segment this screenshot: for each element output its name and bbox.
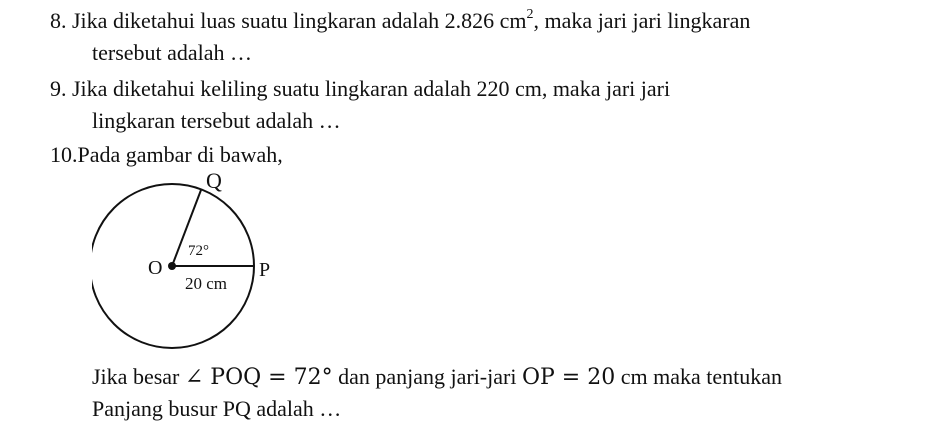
question-9-line-2: lingkaran tersebut adalah … [92, 108, 341, 133]
question-10-line-2 [92, 364, 782, 391]
label-o: O [148, 257, 163, 279]
question-10-line-3: Panjang busur PQ adalah … [92, 396, 342, 421]
angle-expression: ∠ POQ = 72° [184, 365, 333, 390]
angle-label: 72° [188, 243, 209, 259]
radius-label: 20 cm [185, 274, 228, 293]
question-8-superscript: 2 [526, 6, 534, 22]
question-9-number: 9. [50, 76, 67, 101]
question-8-text-a: Jika diketahui luas suatu lingkaran adalah 2.826 cm [72, 8, 527, 33]
question-10-part-b: dan panjang jari-jari [332, 364, 522, 389]
question-10-number: 10. [50, 142, 78, 167]
question-9-text: Jika diketahui keliling suatu lingkaran adalah 220 cm, maka jari jari [72, 76, 671, 101]
question-8-line-1 [50, 8, 750, 34]
question-8-number: 8. [50, 8, 67, 33]
question-10-part-a: Jika besar [92, 364, 185, 389]
question-8-line-2: tersebut adalah … [92, 40, 253, 65]
center-point-o [168, 262, 176, 270]
question-10-line-1 [50, 142, 283, 168]
circle-figure [92, 166, 312, 356]
label-q: Q [206, 168, 222, 193]
question-10-part-c: cm maka tentukan [615, 364, 782, 389]
question-9-line-1 [50, 76, 670, 102]
label-p: P [259, 259, 271, 281]
circle-diagram [92, 166, 312, 356]
op-expression: OP = 20 [521, 365, 616, 390]
question-8-text-b: , maka jari jari lingkaran [533, 8, 751, 33]
question-10-text: Pada gambar di bawah, [77, 142, 283, 167]
